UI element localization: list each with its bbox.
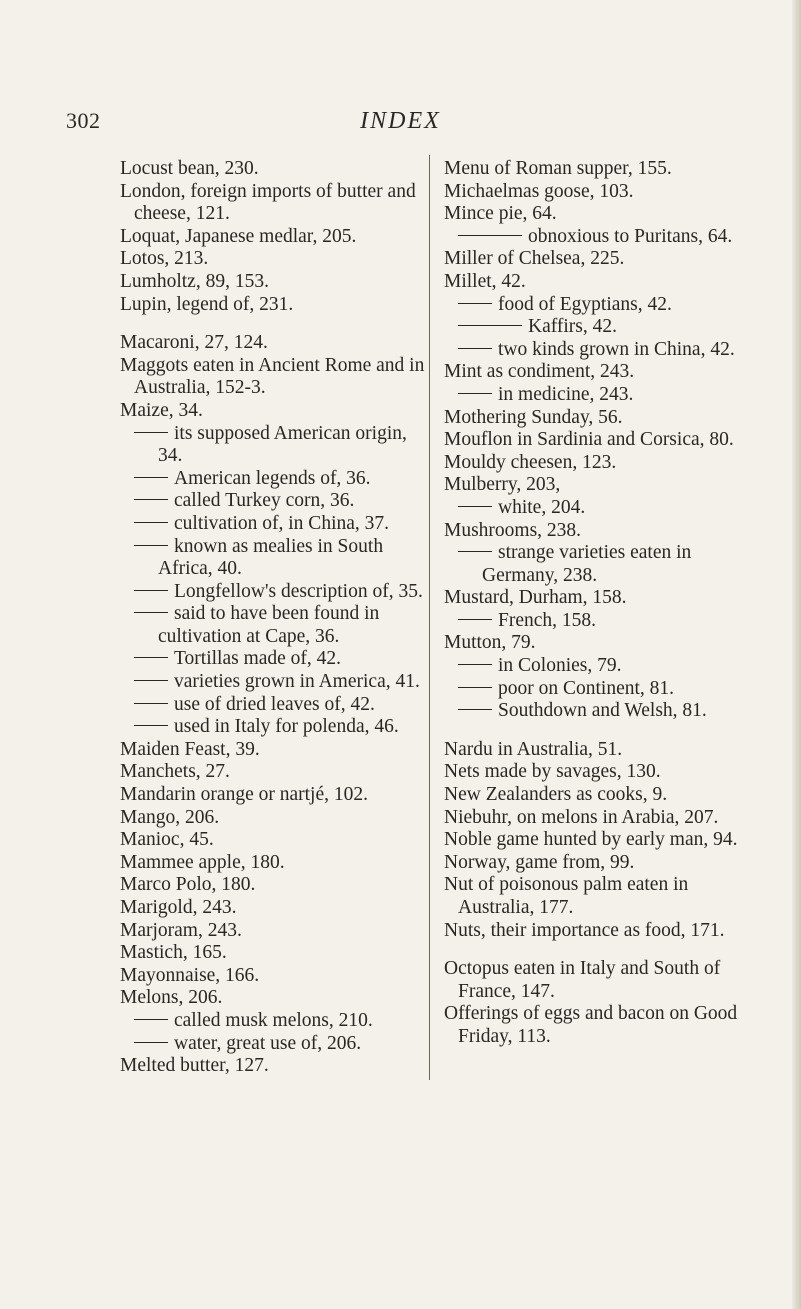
repeat-dash bbox=[134, 725, 168, 726]
repeat-dash bbox=[458, 664, 492, 665]
repeat-dash bbox=[134, 545, 168, 546]
index-entry: Mothering Sunday, 56. bbox=[444, 406, 623, 428]
index-entry: Lotos, 213. bbox=[120, 248, 209, 270]
repeat-dash bbox=[134, 680, 168, 681]
index-entry: Mouflon in Sardinia and Corsica, 80. bbox=[444, 429, 734, 451]
index-entry: Locust bean, 230. bbox=[120, 158, 259, 179]
index-subentry: its supposed American origin, 34. bbox=[120, 423, 426, 468]
index-subentry: used in Italy for polenda, 46. bbox=[120, 716, 426, 739]
index-entry: Mulberry, 203, bbox=[444, 474, 561, 496]
repeat-dash bbox=[134, 1019, 168, 1020]
index-subentry: poor on Continent, 81. bbox=[444, 678, 758, 701]
index-entry: Mandarin orange or nartjé, 102. bbox=[120, 784, 368, 806]
index-subentry: use of dried leaves of, 42. bbox=[120, 694, 426, 717]
repeat-dash bbox=[458, 687, 492, 688]
index-entry: Lumholtz, 89, 153. bbox=[120, 270, 269, 292]
column-divider bbox=[429, 155, 430, 1080]
index-entry: Mammee apple, 180. bbox=[120, 851, 285, 873]
repeat-dash bbox=[134, 703, 168, 704]
index-entry: Marco Polo, 180. bbox=[120, 874, 256, 896]
index-entry: New Zealanders as cooks, 9. bbox=[444, 784, 668, 806]
index-entry: Manchets, 27. bbox=[120, 761, 230, 783]
repeat-dash bbox=[134, 499, 168, 500]
index-column-left bbox=[120, 158, 426, 1078]
index-subentry: Tortillas made of, 42. bbox=[120, 648, 426, 671]
repeat-dash bbox=[458, 393, 492, 394]
index-subentry: Longfellow's description of, 35. bbox=[120, 581, 426, 604]
index-entry: Mint as condiment, 243. bbox=[444, 361, 635, 383]
index-entry: Nardu in Australia, 51. bbox=[444, 738, 623, 760]
index-subentry: Southdown and Welsh, 81. bbox=[444, 700, 758, 723]
index-subentry: said to have been found in cultivation at Cape, 36. bbox=[120, 603, 426, 648]
index-subentry: French, 158. bbox=[444, 610, 758, 633]
index-entry: Mustard, Durham, 158. bbox=[444, 587, 627, 609]
page-number: 302 bbox=[66, 108, 101, 133]
index-entry: London, foreign imports of butter and cheese, 121. bbox=[120, 180, 416, 225]
index-subentry: obnoxious to Puritans, 64. bbox=[444, 226, 758, 249]
index-entry: Norway, game from, 99. bbox=[444, 851, 635, 873]
index-entry: Millet, 42. bbox=[444, 270, 526, 292]
index-entry: Maggots eaten in Ancient Rome and in Australia, 152-3. bbox=[120, 354, 425, 399]
index-entry: Melted butter, 127. bbox=[120, 1055, 269, 1077]
index-subentry: in Colonies, 79. bbox=[444, 655, 758, 678]
index-entry: Nut of poisonous palm eaten in Australia, 177. bbox=[444, 874, 689, 918]
index-entry: Melons, 206. bbox=[120, 987, 223, 1009]
index-subentry: called musk melons, 210. bbox=[120, 1010, 426, 1033]
index-entry: Menu of Roman supper, 155. bbox=[444, 158, 672, 179]
index-entry: Mince pie, 64. bbox=[444, 203, 557, 225]
index-entry: Mouldy cheesen, 123. bbox=[444, 451, 617, 473]
index-column-right bbox=[444, 158, 758, 1049]
index-subentry: strange varieties eaten in Germany, 238. bbox=[444, 542, 758, 587]
index-entry: Manioc, 45. bbox=[120, 829, 214, 851]
index-subentry: in medicine, 243. bbox=[444, 384, 758, 407]
repeat-dash bbox=[458, 506, 492, 507]
index-entry: Maiden Feast, 39. bbox=[120, 738, 260, 760]
index-subentry: Kaffirs, 42. bbox=[444, 316, 758, 339]
index-entry: Marjoram, 243. bbox=[120, 919, 242, 941]
index-entry: Nets made by savages, 130. bbox=[444, 761, 661, 783]
repeat-dash bbox=[134, 657, 168, 658]
index-entry: Maize, 34. bbox=[120, 399, 203, 421]
index-entry: Miller of Chelsea, 225. bbox=[444, 248, 625, 270]
repeat-dash bbox=[134, 522, 168, 523]
repeat-dash bbox=[134, 477, 168, 478]
index-entry: Mutton, 79. bbox=[444, 632, 536, 654]
index-subentry: food of Egyptians, 42. bbox=[444, 294, 758, 317]
index-entry: Mango, 206. bbox=[120, 806, 220, 828]
repeat-dash bbox=[458, 303, 492, 304]
index-entry: Nuts, their importance as food, 171. bbox=[444, 919, 725, 941]
index-subentry: varieties grown in America, 41. bbox=[120, 671, 426, 694]
index-subentry: known as mealies in South Africa, 40. bbox=[120, 536, 426, 581]
repeat-dash bbox=[458, 709, 492, 710]
index-entry: Lupin, legend of, 231. bbox=[120, 293, 294, 315]
repeat-dash bbox=[134, 612, 168, 613]
repeat-dash bbox=[458, 551, 492, 552]
index-subentry: white, 204. bbox=[444, 497, 758, 520]
index-entry: Mastich, 165. bbox=[120, 942, 227, 964]
index-entry: Macaroni, 27, 124. bbox=[120, 332, 268, 354]
repeat-dash bbox=[458, 348, 492, 349]
index-entry: Michaelmas goose, 103. bbox=[444, 180, 634, 202]
index-entry: Mayonnaise, 166. bbox=[120, 964, 260, 986]
index-entry: Niebuhr, on melons in Arabia, 207. bbox=[444, 806, 719, 828]
repeat-dash bbox=[458, 325, 522, 326]
index-entry: Loquat, Japanese medlar, 205. bbox=[120, 225, 357, 247]
index-subentry: two kinds grown in China, 42. bbox=[444, 339, 758, 362]
index-entry: Octopus eaten in Italy and South of France, 147. bbox=[444, 958, 721, 1002]
repeat-dash bbox=[458, 619, 492, 620]
index-subentry: cultivation of, in China, 37. bbox=[120, 513, 426, 536]
repeat-dash bbox=[134, 1042, 168, 1043]
repeat-dash bbox=[134, 590, 168, 591]
index-subentry: American legends of, 36. bbox=[120, 468, 426, 491]
index-subentry: water, great use of, 206. bbox=[120, 1033, 426, 1056]
repeat-dash bbox=[458, 235, 522, 236]
index-entry: Mushrooms, 238. bbox=[444, 519, 582, 541]
index-entry: Marigold, 243. bbox=[120, 897, 237, 918]
running-head: INDEX bbox=[360, 108, 441, 134]
index-entry: Offerings of eggs and bacon on Good Friday, 113. bbox=[444, 1003, 738, 1047]
page-edge bbox=[792, 0, 801, 1309]
repeat-dash bbox=[134, 432, 168, 433]
index-subentry: called Turkey corn, 36. bbox=[120, 490, 426, 513]
index-entry: Noble game hunted by early man, 94. bbox=[444, 829, 738, 851]
